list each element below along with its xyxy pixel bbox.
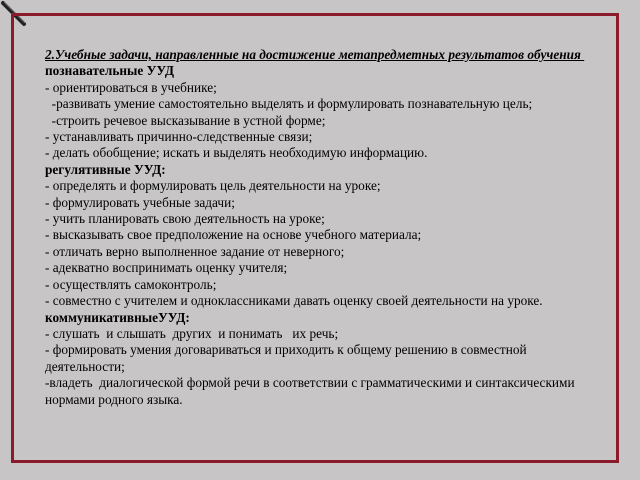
list-item: - делать обобщение; искать и выделять необходимую информацию. (45, 145, 428, 161)
list-item: - ориентироваться в учебнике; (45, 79, 217, 95)
section-heading: коммуникативныеУУД: (45, 309, 190, 325)
list-item: - формировать умения договариваться и приходить к общему решению в совместной деятельности; (45, 342, 530, 374)
list-item: - высказывать свое предположение на основе учебного материала; (45, 227, 422, 243)
section-regulatory (45, 162, 585, 310)
section-heading: регулятивные УУД: (45, 161, 166, 177)
slide-title: 2.Учебные задачи, направленные на достижение метапредметных результатов обучения (45, 47, 585, 62)
list-item: - слушать и слышать других и понимать их речь; (45, 325, 339, 341)
list-item: - адекватно воспринимать оценку учителя; (45, 260, 288, 276)
slide-content (45, 47, 588, 408)
list-item: -развивать умение самостоятельно выделять и формулировать познавательную цель; (45, 96, 533, 112)
list-item: - осуществлять самоконтроль; (45, 276, 217, 292)
list-item: - отличать верно выполненное задание от неверного; (45, 243, 345, 259)
list-item: -строить речевое высказывание в устной форме; (45, 112, 326, 128)
section-heading: познавательные УУД (45, 63, 174, 79)
section-cognitive (45, 63, 585, 161)
list-item: - совместно с учителем и одноклассниками давать оценку своей деятельности на уроке. (45, 293, 543, 309)
list-item: - учить планировать свою деятельность на уроке; (45, 211, 325, 227)
list-item: - определять и формулировать цель деятельности на уроке; (45, 178, 381, 194)
section-communicative (45, 309, 588, 408)
list-item: - устанавливать причинно-следственные связи; (45, 129, 313, 145)
list-item: - формулировать учебные задачи; (45, 194, 235, 210)
list-item: -владеть диалогической формой речи в соответствии с грамматическими и синтаксическими нормами родного языка. (45, 375, 588, 407)
